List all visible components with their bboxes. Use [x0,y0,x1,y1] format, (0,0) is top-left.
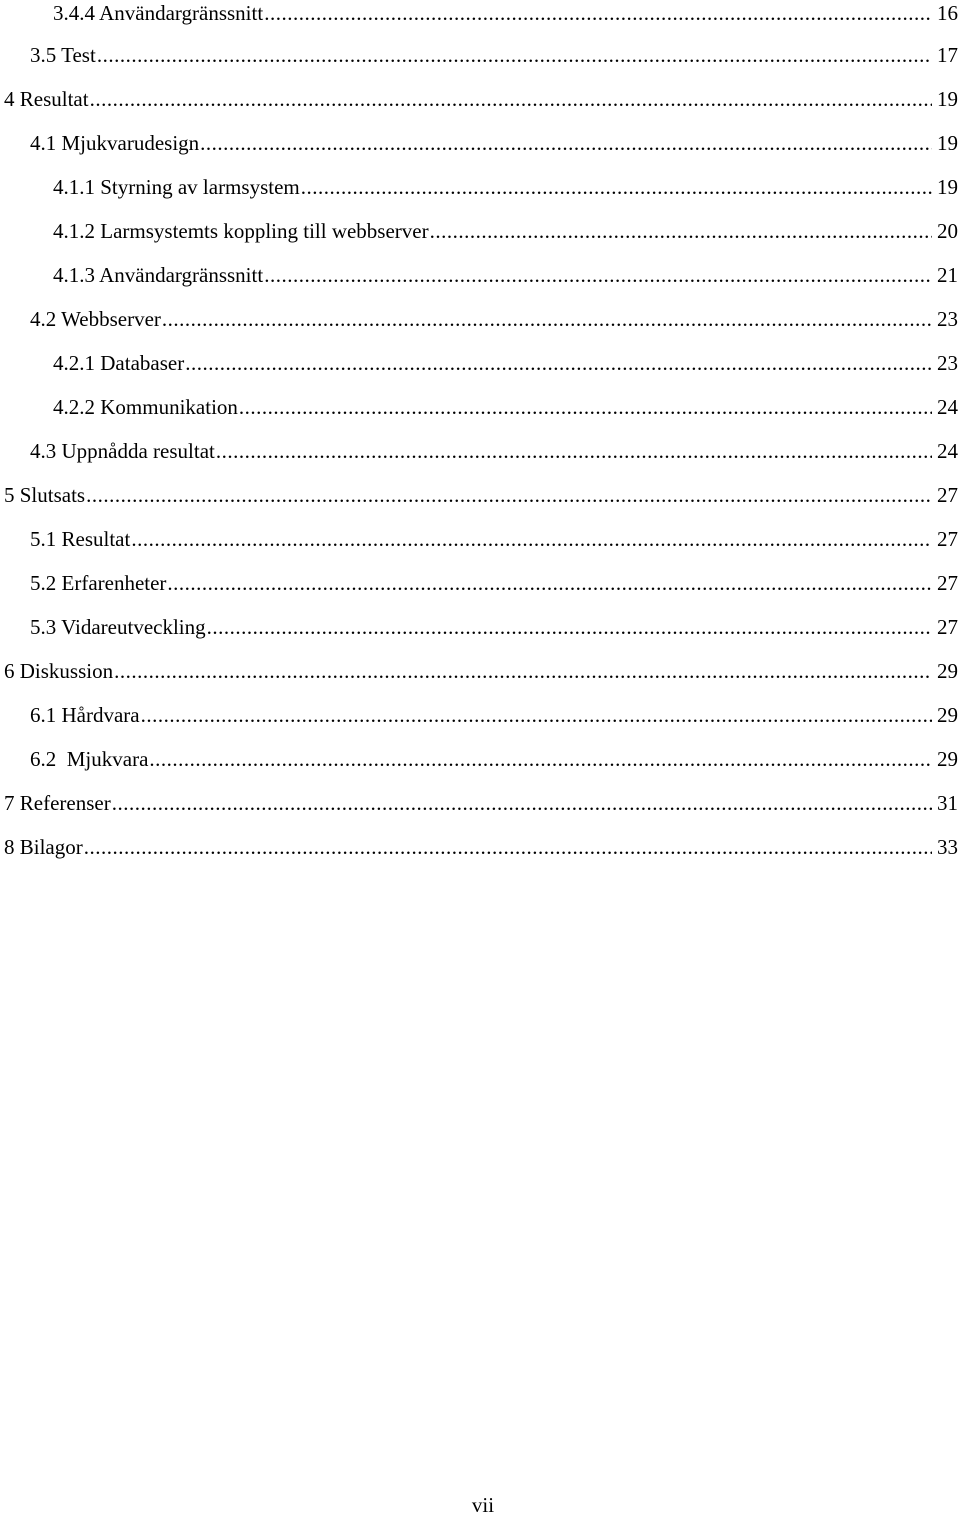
toc-entry-label: 7 Referenser [4,788,112,818]
toc-entry[interactable] [4,656,958,686]
toc-entry-page: 29 [932,700,958,730]
toc-entry[interactable] [30,568,958,598]
toc-entry-label: 3.5 Test [30,40,97,70]
toc-entry-page: 27 [932,612,958,642]
dot-leader [430,216,932,246]
toc-entry[interactable] [4,788,958,818]
toc-entry[interactable] [53,172,958,202]
dot-leader [90,84,932,114]
toc-entry-label: 6.2 Mjukvara [30,744,149,774]
toc-entry-page: 21 [932,260,958,290]
toc-entry-label: 4.1.2 Larmsystemts koppling till webbserver [53,216,430,246]
toc-entry-label: 4.2.2 Kommunikation [53,392,239,422]
toc-entry[interactable] [53,216,958,246]
dot-leader [185,348,932,378]
toc-entry-page: 20 [932,216,958,246]
dot-leader [264,260,932,290]
toc-entry-label: 4 Resultat [4,84,90,114]
dot-leader [264,0,932,28]
toc-entry-page: 19 [932,84,958,114]
dot-leader [239,392,932,422]
toc-entry-page: 31 [932,788,958,818]
toc-entry-label: 4.2 Webbserver [30,304,162,334]
toc-entry-label: 4.1 Mjukvarudesign [30,128,200,158]
toc-entry-label: 3.4.4 Användargränssnitt [53,0,264,28]
toc-entry[interactable] [53,260,958,290]
toc-entry[interactable] [30,744,958,774]
toc-entry[interactable] [30,128,958,158]
toc-entry-page: 19 [932,128,958,158]
toc-entry-page: 27 [932,480,958,510]
toc-entry-page: 29 [932,744,958,774]
toc-entry[interactable] [4,832,958,862]
toc-entry-page: 27 [932,568,958,598]
toc-entry[interactable] [53,392,958,422]
dot-leader [167,568,932,598]
toc-entry-label: 4.1.1 Styrning av larmsystem [53,172,301,202]
toc-entry-label: 4.2.1 Databaser [53,348,185,378]
toc-entry-page: 29 [932,656,958,686]
toc-entry-page: 16 [932,0,958,28]
dot-leader [97,40,932,70]
toc-entry-label: 4.1.3 Användargränssnitt [53,260,264,290]
toc-entry-page: 27 [932,524,958,554]
toc-entry[interactable] [30,524,958,554]
toc-entry[interactable] [30,612,958,642]
toc-entry-page: 24 [932,436,958,466]
dot-leader [301,172,932,202]
toc-entry-label: 5.2 Erfarenheter [30,568,167,598]
toc-entry-label: 5.3 Vidareutveckling [30,612,207,642]
toc-entry-label: 4.3 Uppnådda resultat [30,436,216,466]
toc-entry-label: 5.1 Resultat [30,524,131,554]
toc-entry[interactable] [53,0,958,28]
dot-leader [112,788,932,818]
dot-leader [141,700,932,730]
toc-entry[interactable] [30,40,958,70]
dot-leader [131,524,932,554]
toc-entry-page: 23 [932,304,958,334]
dot-leader [114,656,932,686]
dot-leader [207,612,932,642]
toc-entry[interactable] [30,700,958,730]
toc-entry[interactable] [53,348,958,378]
toc-entry-page: 23 [932,348,958,378]
page-number: vii [471,1493,495,1517]
dot-leader [149,744,932,774]
toc-entry-page: 24 [932,392,958,422]
toc-entry[interactable] [30,436,958,466]
toc-entry-label: 8 Bilagor [4,832,84,862]
dot-leader [200,128,932,158]
toc-entry-page: 19 [932,172,958,202]
toc-entry-label: 6 Diskussion [4,656,114,686]
toc-entry[interactable] [4,84,958,114]
dot-leader [216,436,932,466]
toc-entry-label: 5 Slutsats [4,480,86,510]
toc-entry-page: 33 [932,832,958,862]
toc-entry[interactable] [4,480,958,510]
dot-leader [86,480,932,510]
toc-entry[interactable] [30,304,958,334]
dot-leader [162,304,932,334]
toc-entry-label: 6.1 Hårdvara [30,700,141,730]
toc-entry-page: 17 [932,40,958,70]
dot-leader [84,832,932,862]
